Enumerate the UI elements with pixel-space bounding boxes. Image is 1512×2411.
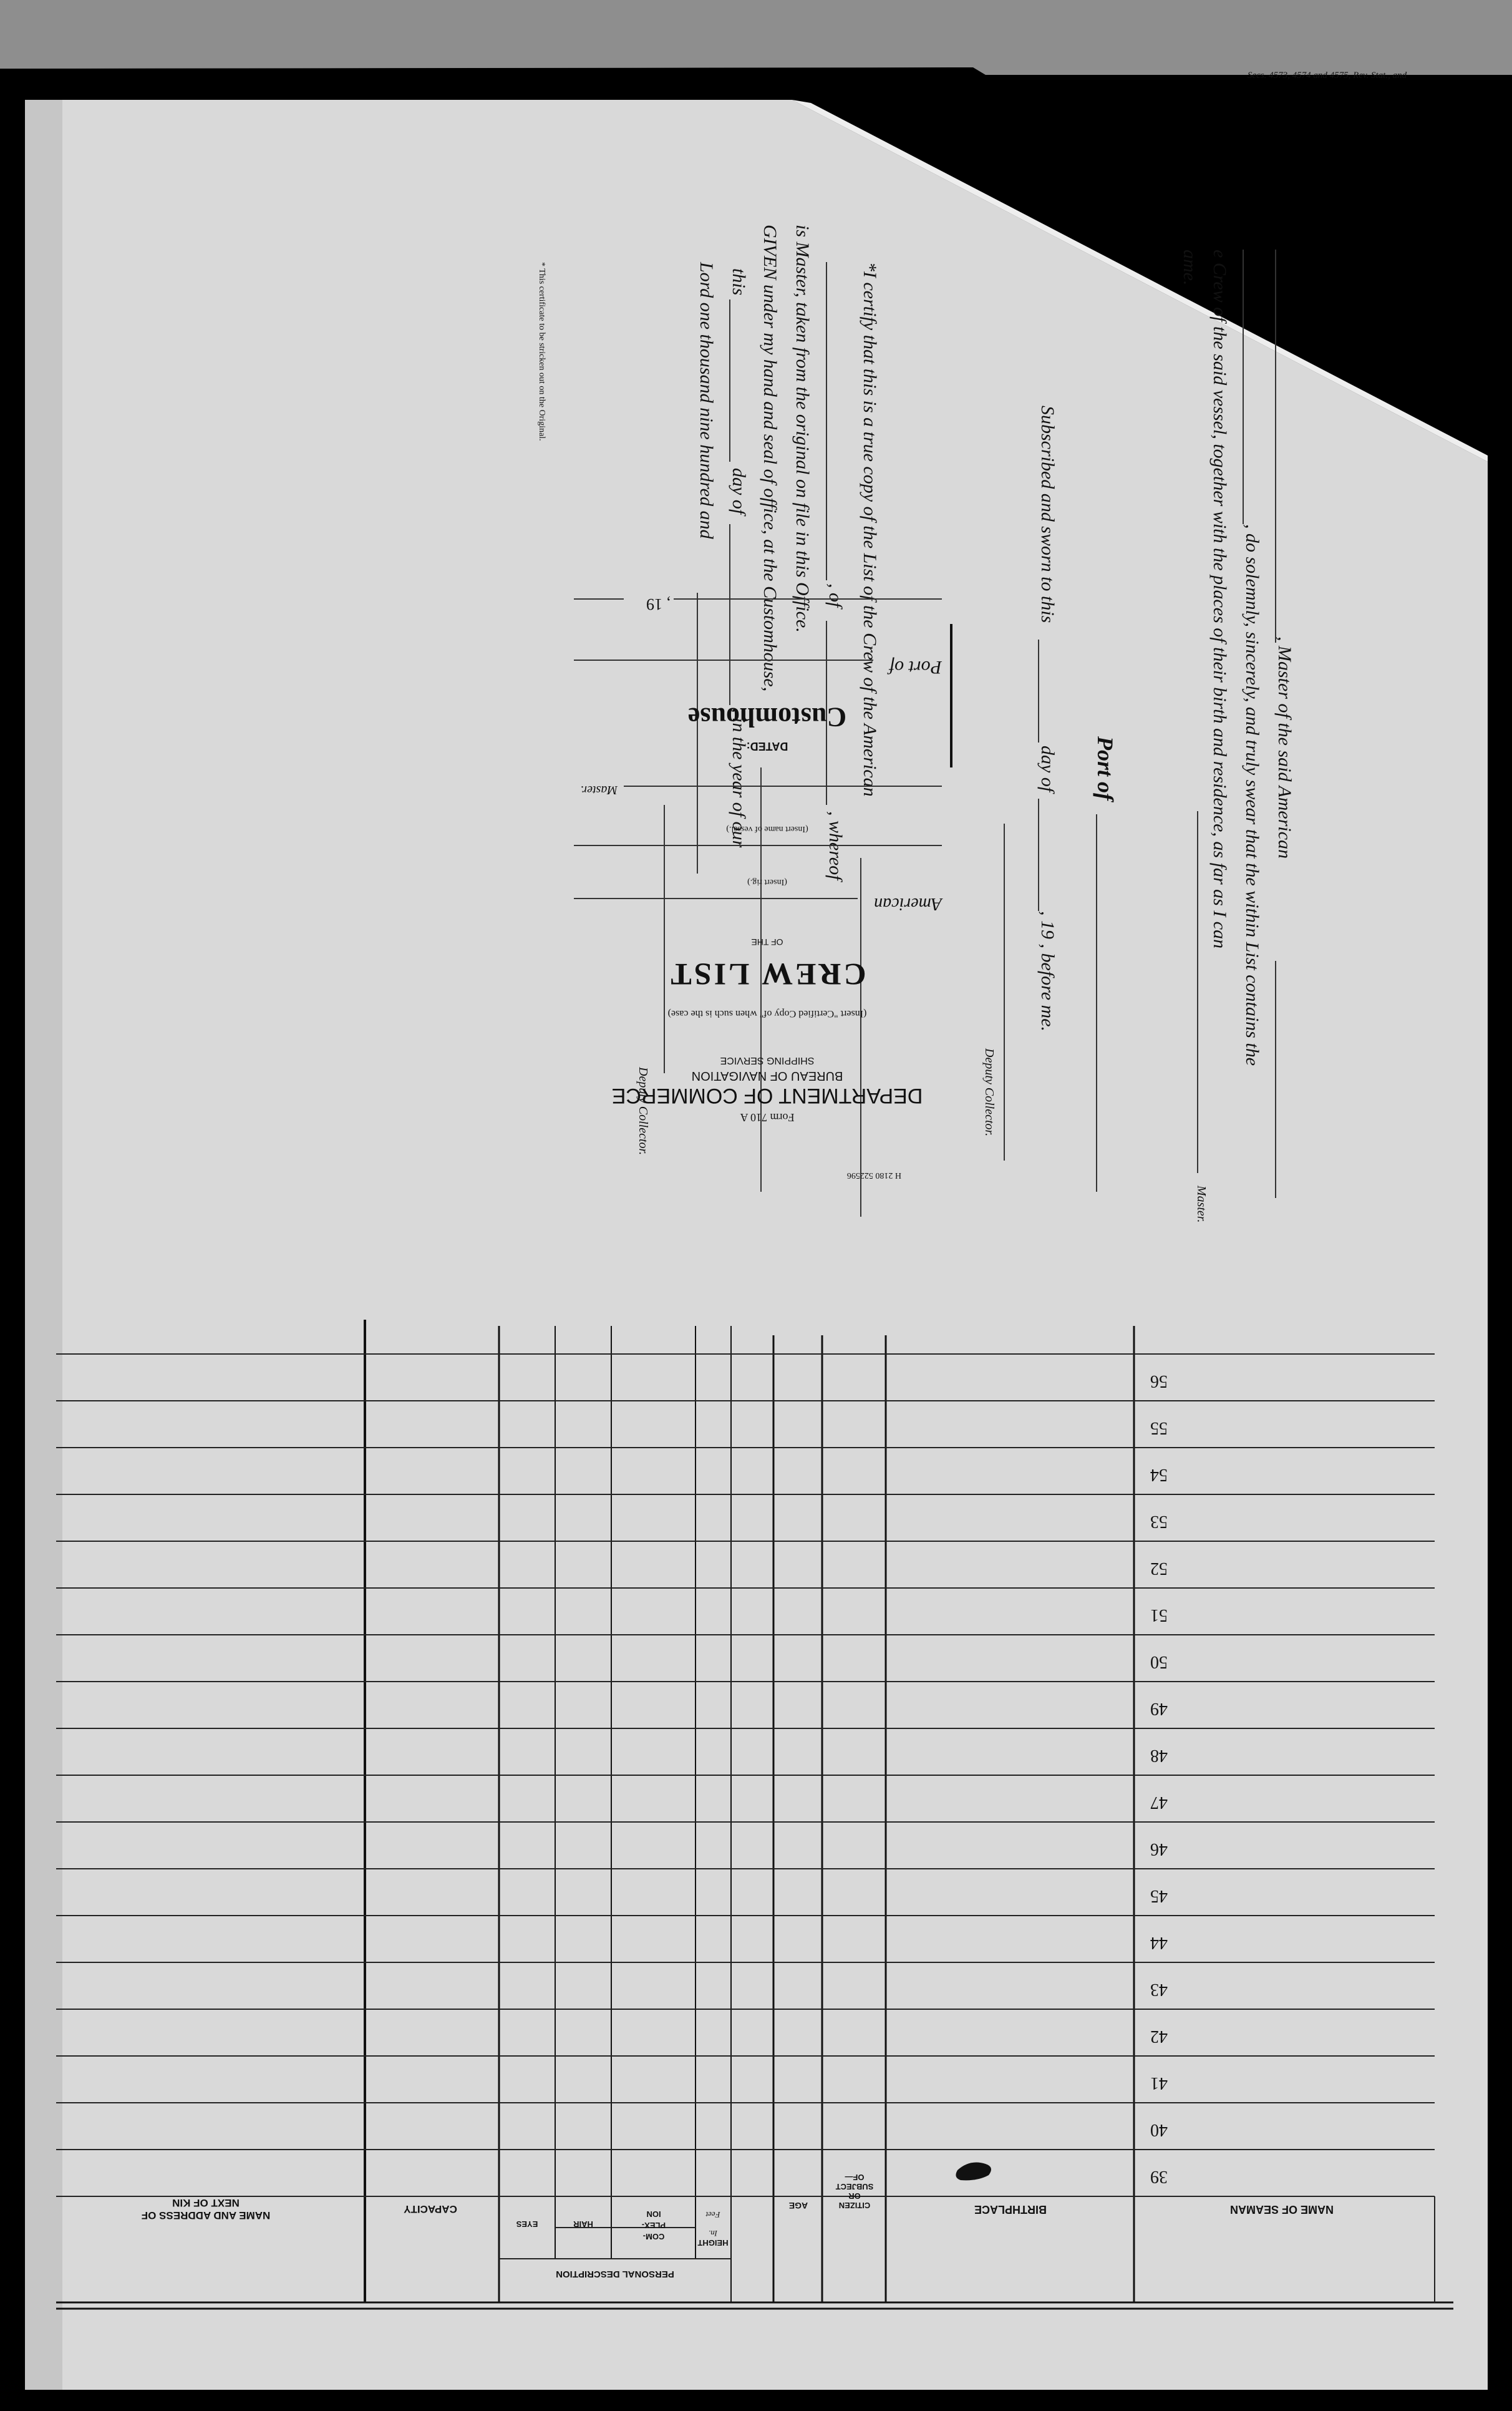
cert-line-8: , in the year of our <box>729 708 749 848</box>
row-number-52: 52 <box>1150 1559 1168 1578</box>
oath-day-of: day of <box>1037 746 1058 792</box>
cert-line-7: day of <box>729 468 749 515</box>
paper-left-shadow <box>25 100 62 2390</box>
row-number-54: 54 <box>1150 1465 1168 1484</box>
row-number-46: 46 <box>1150 1839 1168 1859</box>
oath-line-1: , Master of the said American <box>1274 636 1295 859</box>
header-citizen-4: OF— <box>845 2173 865 2182</box>
row-number-42: 42 <box>1150 2027 1168 2046</box>
header-complexion-1: COM- <box>642 2232 665 2241</box>
cover-of-the: OF THE <box>751 937 783 947</box>
header-next-of-kin-1: NAME AND ADDRESS OF <box>141 2209 271 2221</box>
paper-sheet <box>25 100 1488 2390</box>
row-number-45: 45 <box>1150 1886 1168 1906</box>
header-complexion-3: ION <box>646 2209 661 2219</box>
row-number-44: 44 <box>1150 1933 1168 1952</box>
header-next-of-kin-2: NEXT OF KIN <box>172 2197 240 2209</box>
cover-master: Master. <box>580 783 618 797</box>
header-citizen-2: OR <box>848 2191 861 2201</box>
header-name-of-seaman: NAME OF SEAMAN <box>1230 2203 1334 2216</box>
header-inches: In. <box>708 2229 718 2238</box>
cert-line-9: Lord one thousand nine hundred and <box>696 262 717 539</box>
cert-line-3: , whereof <box>825 811 846 880</box>
header-complexion-2: PLEX- <box>641 2221 666 2230</box>
cover-department: DEPARTMENT OF COMMERCE <box>611 1084 923 1108</box>
row-number-56: 56 <box>1150 1371 1168 1391</box>
row-number-55: 55 <box>1150 1418 1168 1438</box>
row-number-47: 47 <box>1150 1793 1168 1812</box>
cert-line-2: , of <box>825 583 846 608</box>
header-age: AGE <box>788 2201 808 2211</box>
cover-customhouse: Customhouse <box>687 702 847 733</box>
cover-insert-vessel: (Insert name of vessel.) <box>726 824 808 834</box>
row-number-48: 48 <box>1150 1746 1168 1765</box>
oath-line-4: ame. <box>1180 250 1200 286</box>
cover-american: American <box>874 894 942 913</box>
cert-footnote: * This certificate to be stricken out on the Original. <box>537 262 546 441</box>
header-citizen-3: SUBJECT <box>835 2182 874 2191</box>
oath-line-3: e Crew of the said vessel, together with the places of their birth and residence, as far as I can <box>1209 250 1230 949</box>
cover-instruction: (Insert "Certified Copy of" when such is the case) <box>667 1008 867 1019</box>
header-capacity: CAPACITY <box>404 2203 457 2215</box>
oath-master-label: Master. <box>1195 1186 1208 1223</box>
oath-subscribed: Subscribed and sworn to this <box>1037 406 1058 623</box>
row-number-40: 40 <box>1150 2120 1168 2140</box>
oath-port-label: Port of <box>1093 736 1118 801</box>
row-number-41: 41 <box>1150 2073 1168 2093</box>
row-number-53: 53 <box>1150 1512 1168 1531</box>
header-hair: HAIR <box>573 2219 593 2229</box>
cover-year: , 19 <box>646 595 671 613</box>
cover-service: SHIPPING SERVICE <box>720 1055 815 1066</box>
header-citizen-1: CITIZEN <box>838 2201 871 2210</box>
row-number-43: 43 <box>1150 1980 1168 1999</box>
cover-bureau: BUREAU OF NAVIGATION <box>691 1069 843 1083</box>
cert-deputy-collector: Deputy Collector. <box>636 1067 650 1156</box>
underlying-page-strip <box>0 0 1512 75</box>
cover-form-number: Form 710 A <box>740 1111 795 1124</box>
header-personal-description: PERSONAL DESCRIPTION <box>556 2269 674 2279</box>
cert-line-6: this <box>729 268 749 296</box>
header-height: HEIGHT <box>697 2238 729 2248</box>
row-number-49: 49 <box>1150 1699 1168 1718</box>
oath-year-before: , 19 , before me. <box>1037 911 1058 1032</box>
cover-print-code: H 2180 522596 <box>846 1171 901 1180</box>
cover-dated: DATED: <box>746 740 788 753</box>
oath-deputy-collector: Deputy Collector. <box>982 1048 996 1137</box>
cover-title: CREW LIST <box>668 957 866 992</box>
header-birthplace: BIRTHPLACE <box>974 2203 1047 2216</box>
top-strip-text: Secs. 4573, 4574 and 4575, Rev. Stat., and <box>1248 71 1407 80</box>
cover-port-of: Port of <box>889 657 942 678</box>
header-feet: Feet <box>705 2210 720 2219</box>
cert-line-1: *I certify that this is a true copy of the List of the Crew of the American <box>860 262 880 797</box>
cover-insert-rig: (Insert rig.) <box>747 877 787 887</box>
row-number-39: 39 <box>1150 2167 1168 2186</box>
oath-line-2: , do solemnly, sincerely, and truly swear that the within List contains the <box>1242 524 1262 1066</box>
cert-line-5: GIVEN under my hand and seal of office, at the Customhouse, <box>760 225 780 692</box>
row-number-50: 50 <box>1150 1652 1168 1672</box>
header-eyes: EYES <box>516 2219 538 2229</box>
cert-line-4: is Master, taken from the original on file in this Office. <box>792 225 813 633</box>
row-number-51: 51 <box>1150 1605 1168 1625</box>
